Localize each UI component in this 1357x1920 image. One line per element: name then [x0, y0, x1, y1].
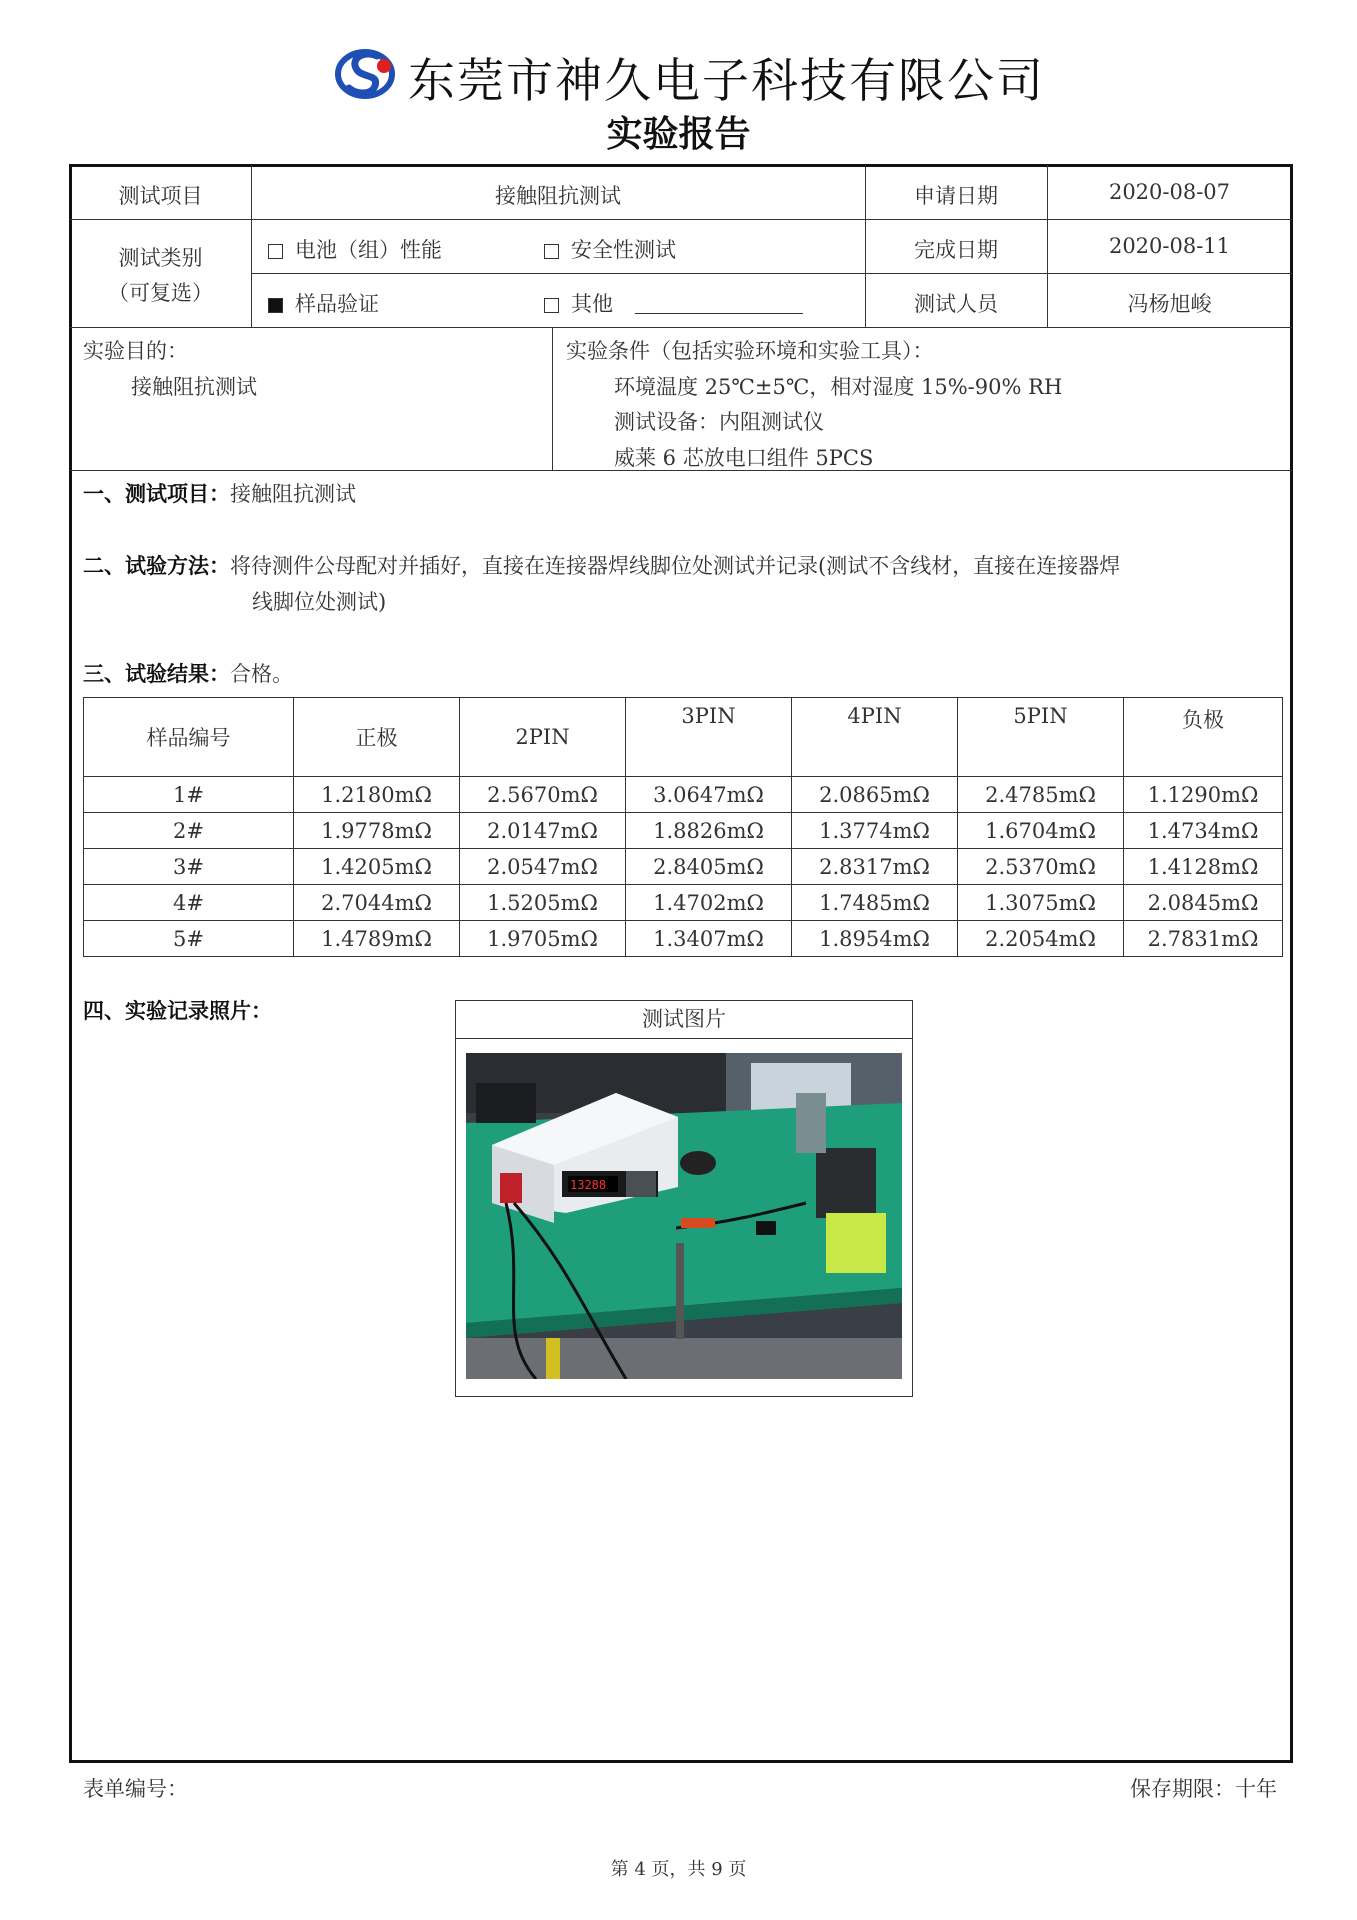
table-cell: 2# — [84, 813, 294, 849]
table-cell: 2.8317mΩ — [792, 849, 958, 885]
table-cell: 1.4789mΩ — [294, 921, 460, 957]
table-cell: 1.9705mΩ — [460, 921, 626, 957]
table-cell: 2.2054mΩ — [958, 921, 1124, 957]
checkbox-icon[interactable] — [268, 244, 283, 259]
purpose-value: 接触阻抗测试 — [131, 375, 257, 399]
table-cell: 3# — [84, 849, 294, 885]
report-title: 实验报告 — [606, 114, 751, 155]
table-cell: 2.0547mΩ — [460, 849, 626, 885]
apply-date-label: 申请日期 — [914, 184, 998, 208]
section-test-item — [83, 478, 356, 508]
col-header-positive: 正极 — [294, 698, 460, 777]
table-row — [84, 777, 1283, 813]
condition-line: 测试设备：内阻测试仪 — [614, 410, 824, 434]
section-value: 合格。 — [230, 662, 293, 686]
tester-value: 冯杨旭峻 — [1127, 292, 1212, 316]
option-label: 安全性测试 — [571, 238, 676, 262]
table-cell: 2.4785mΩ — [958, 777, 1124, 813]
section-title: 一、测试项目： — [83, 482, 230, 506]
test-item-value: 接触阻抗测试 — [495, 184, 621, 208]
category-hint: （可复选） — [108, 281, 213, 305]
table-cell: 1# — [84, 777, 294, 813]
company-logo-icon — [335, 48, 401, 100]
photo-caption: 测试图片 — [456, 1001, 912, 1039]
table-cell: 2.7044mΩ — [294, 885, 460, 921]
table-cell: 1.6704mΩ — [958, 813, 1124, 849]
table-cell: 2.0865mΩ — [792, 777, 958, 813]
table-row — [84, 885, 1283, 921]
condition-line: 威莱 6 芯放电口组件 5PCS — [614, 446, 874, 470]
conditions-label: 实验条件（包括实验环境和实验工具）： — [566, 339, 934, 363]
col-header-5pin: 5PIN — [958, 698, 1124, 777]
grid-line — [70, 327, 1292, 328]
tester-label: 测试人员 — [914, 292, 998, 316]
table-cell: 1.4205mΩ — [294, 849, 460, 885]
col-header-4pin: 4PIN — [792, 698, 958, 777]
meter-display: 13288 — [570, 1178, 607, 1192]
option-label: 电池（组）性能 — [295, 238, 442, 262]
results-header-row — [84, 698, 1283, 777]
table-cell: 1.4734mΩ — [1124, 813, 1283, 849]
checkbox-icon[interactable] — [544, 298, 559, 313]
table-cell: 3.0647mΩ — [626, 777, 792, 813]
table-row — [84, 849, 1283, 885]
col-header-sample: 样品编号 — [84, 698, 294, 777]
col-header-negative: 负极 — [1124, 698, 1283, 777]
other-blank-line — [635, 295, 803, 314]
page-number: 第 4 页，共 9 页 — [610, 1859, 747, 1880]
results-table — [83, 697, 1283, 957]
apply-date-value: 2020-08-07 — [1108, 180, 1231, 204]
condition-line: 环境温度 25℃±5℃，相对湿度 15%-90% RH — [614, 375, 1063, 399]
test-item-label: 测试项目 — [118, 184, 203, 208]
section-title: 二、试验方法： — [83, 554, 230, 578]
table-cell: 1.8826mΩ — [626, 813, 792, 849]
section-title: 三、试验结果： — [83, 662, 230, 686]
table-cell: 1.4128mΩ — [1124, 849, 1283, 885]
purpose-label: 实验目的： — [83, 339, 188, 363]
section-photo-record — [83, 995, 272, 1025]
option-sample-verification[interactable] — [268, 288, 379, 318]
option-battery-performance[interactable] — [268, 234, 442, 264]
section-title: 四、实验记录照片： — [83, 999, 272, 1023]
finish-date-value: 2020-08-11 — [1108, 234, 1231, 258]
table-cell: 1.3407mΩ — [626, 921, 792, 957]
table-cell: 1.1290mΩ — [1124, 777, 1283, 813]
category-label: 测试类别 — [118, 246, 203, 270]
table-row — [84, 921, 1283, 957]
table-cell: 2.5370mΩ — [958, 849, 1124, 885]
checkbox-icon[interactable] — [544, 244, 559, 259]
table-row — [84, 813, 1283, 849]
table-cell: 1.4702mΩ — [626, 885, 792, 921]
company-name: 东莞市神久电子科技有限公司 — [408, 54, 1045, 109]
table-cell: 1.3774mΩ — [792, 813, 958, 849]
test-photo-image — [466, 1053, 902, 1379]
grid-line — [70, 219, 1292, 220]
report-frame — [69, 164, 1293, 1763]
option-label: 样品验证 — [295, 292, 379, 316]
section-test-method-cont: 线脚位处测试) — [252, 590, 387, 614]
checkbox-checked-icon[interactable] — [268, 298, 283, 313]
form-number-label: 表单编号： — [83, 1777, 188, 1801]
grid-line — [552, 327, 553, 470]
option-safety-test[interactable] — [544, 234, 676, 264]
table-cell: 2.7831mΩ — [1124, 921, 1283, 957]
table-cell: 1.2180mΩ — [294, 777, 460, 813]
test-photo-box — [455, 1000, 913, 1397]
table-cell: 1.3075mΩ — [958, 885, 1124, 921]
table-cell: 4# — [84, 885, 294, 921]
grid-line — [251, 273, 1292, 274]
section-value: 将待测件公母配对并插好，直接在连接器焊线脚位处测试并记录(测试不含线材，直接在连接器焊 — [230, 554, 1121, 578]
section-test-method — [83, 550, 1120, 580]
retention-period: 保存期限：十年 — [1130, 1777, 1277, 1801]
table-cell: 2.0147mΩ — [460, 813, 626, 849]
table-cell: 1.8954mΩ — [792, 921, 958, 957]
col-header-2pin: 2PIN — [460, 698, 626, 777]
option-other[interactable] — [544, 288, 803, 318]
table-cell: 5# — [84, 921, 294, 957]
table-cell: 2.8405mΩ — [626, 849, 792, 885]
table-cell: 2.0845mΩ — [1124, 885, 1283, 921]
table-cell: 1.7485mΩ — [792, 885, 958, 921]
option-label: 其他 — [571, 292, 613, 316]
col-header-3pin: 3PIN — [626, 698, 792, 777]
section-value: 接触阻抗测试 — [230, 482, 356, 506]
finish-date-label: 完成日期 — [914, 238, 998, 262]
table-cell: 2.5670mΩ — [460, 777, 626, 813]
section-test-result — [83, 658, 293, 688]
table-cell: 1.9778mΩ — [294, 813, 460, 849]
table-cell: 1.5205mΩ — [460, 885, 626, 921]
